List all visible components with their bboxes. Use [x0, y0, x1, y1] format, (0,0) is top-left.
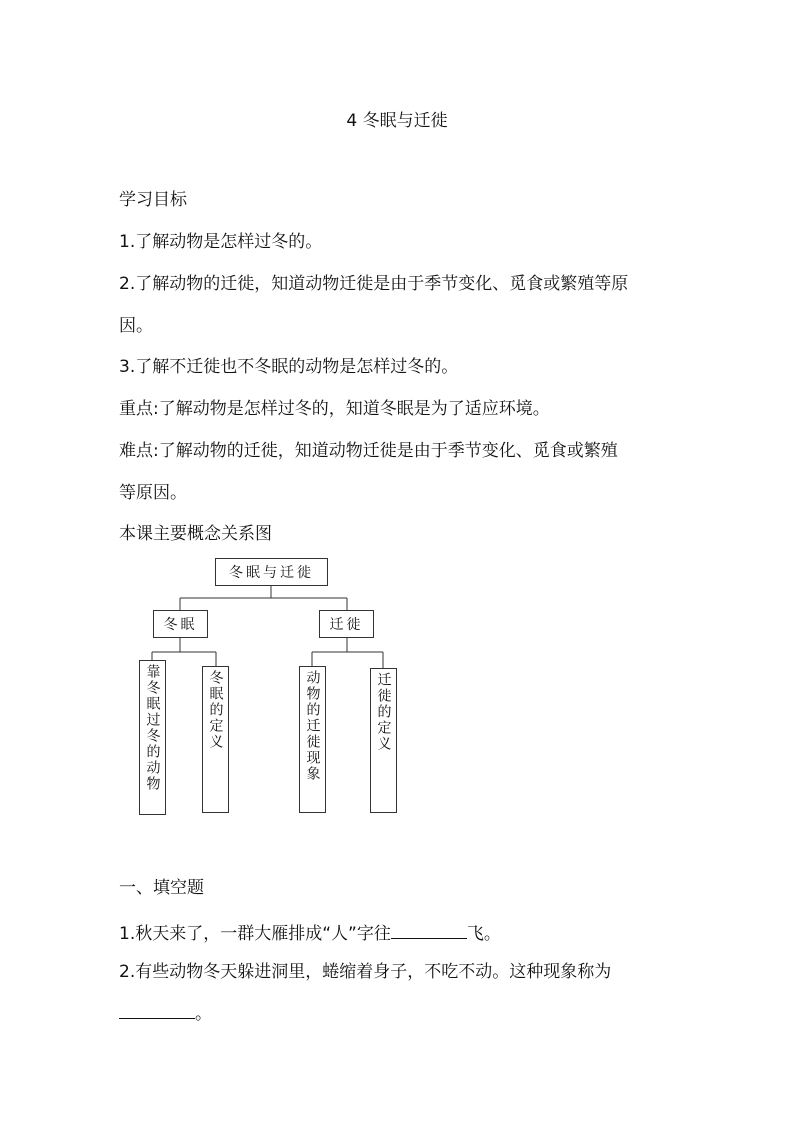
objective-2: 2.了解动物的迁徙，知道动物迁徙是由于季节变化、觅食或繁殖等原: [119, 274, 629, 294]
question-1-text: 1.秋天来了，一群大雁排成“人”字往: [119, 924, 391, 944]
leaf-text: 动物的迁徙现象: [304, 670, 321, 782]
answer-blank[interactable]: [391, 920, 467, 939]
page-title: 4 冬眠与迁徙: [346, 111, 448, 131]
concept-leaf-migration-definition: [370, 668, 397, 813]
question-2: 2.有些动物冬天躲进洞里，蜷缩着身子，不吃不动。这种现象称为: [119, 962, 612, 982]
objective-1: 1.了解动物是怎样过冬的。: [119, 232, 323, 252]
concept-migration-box: 迁徙: [319, 610, 374, 638]
concept-root-box: 冬眠与迁徙: [215, 558, 328, 586]
concept-leaf-hibernating-animals: [139, 660, 166, 815]
objective-3: 3.了解不迁徙也不冬眠的动物是怎样过冬的。: [119, 357, 459, 377]
difficult-point-cont: 等原因。: [119, 483, 187, 503]
leaf-text: 冬眠的定义: [207, 670, 224, 750]
concept-map-heading: 本课主要概念关系图: [119, 524, 272, 544]
key-point: 重点:了解动物是怎样过冬的，知道冬眠是为了适应环境。: [119, 399, 550, 419]
question-1-end: 飞。: [466, 924, 501, 944]
leaf-text: 靠冬眠过冬的动物: [144, 664, 161, 792]
question-2-cont: [119, 1000, 212, 1024]
concept-leaf-migration-phenomenon: [299, 666, 326, 813]
concept-hibernation-box: 冬眠: [153, 610, 208, 638]
concept-leaf-hibernation-definition: [202, 666, 229, 813]
question-1: [119, 920, 501, 944]
section-heading: 一、填空题: [119, 878, 204, 898]
question-2-end: 。: [195, 1004, 212, 1024]
difficult-point: 难点:了解动物的迁徙，知道动物迁徙是由于季节变化、觅食或繁殖: [119, 441, 618, 461]
leaf-text: 迁徙的定义: [375, 672, 392, 752]
objectives-heading: 学习目标: [119, 190, 187, 210]
objective-2-cont: 因。: [119, 316, 153, 336]
answer-blank[interactable]: [119, 1000, 195, 1019]
